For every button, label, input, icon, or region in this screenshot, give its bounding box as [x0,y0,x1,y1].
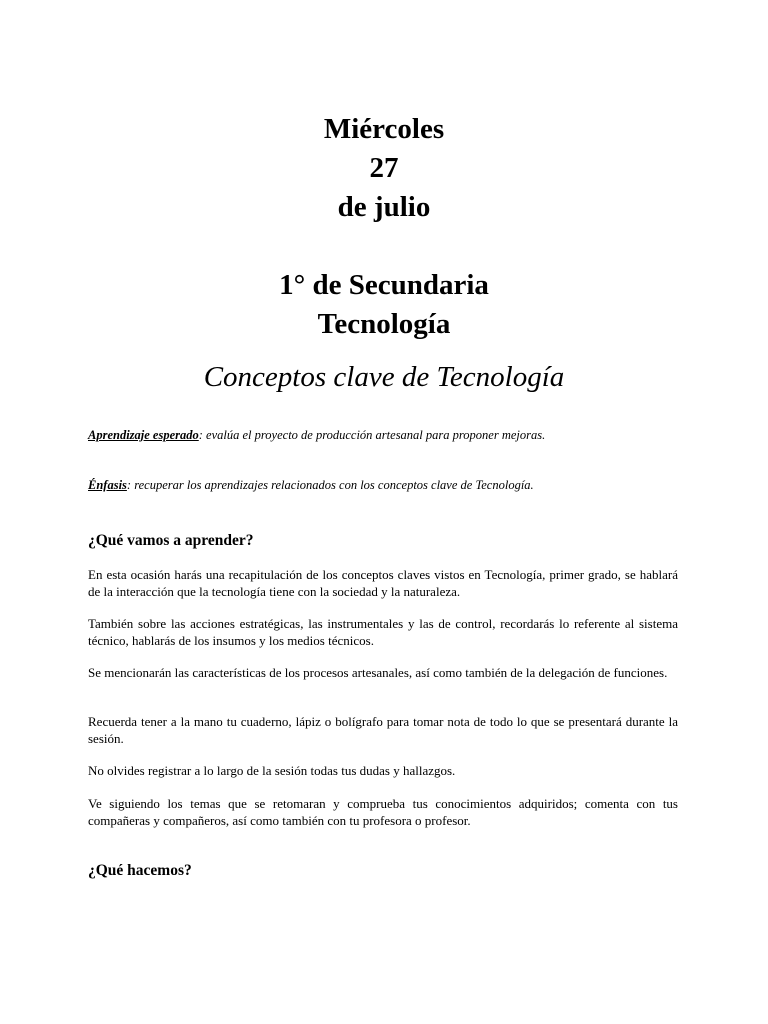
date-number: 27 [369,152,399,184]
paragraph: No olvides registrar a lo largo de la sesión todas tus dudas y hallazgos. [88,763,456,778]
learning-label: Aprendizaje esperado [88,428,199,442]
spacer [0,227,768,266]
section-heading-learn: ¿Qué vamos a aprender? [88,532,254,549]
learning-text: : evalúa el proyecto de producción artesanal para proponer mejoras. [198,428,546,442]
grade-title: 1° de Secundaria [279,269,489,301]
title-block [0,110,768,344]
emphasis [88,477,688,493]
topic-subtitle: Conceptos clave de Tecnología [203,361,565,393]
emphasis-label: Énfasis [88,478,127,492]
day-title: Miércoles [323,113,445,145]
paragraph: Ve siguiendo los temas que se retomaran y comprueba tus conocimientos adquiridos; comenta con tus compañeras y compañeros, así como también con tu profesora o profesor. [88,796,678,828]
section-heading-do: ¿Qué hacemos? [88,862,192,879]
emphasis-text: : recuperar los aprendizajes relacionados con los conceptos clave de Tecnología. [126,478,534,492]
paragraph: También sobre las acciones estratégicas, las instrumentales y las de control, recordarás lo referente al sistema técnico, hablarás de los insumos y los medios técnicos. [88,616,678,648]
learning-expected [88,427,558,443]
paragraph: En esta ocasión harás una recapitulación de los conceptos claves vistos en Tecnología, primer grado, se hablará de la interacción que la tecnología tiene con la sociedad y la naturaleza. [88,567,678,599]
paragraph: Se mencionarán las características de los procesos artesanales, así como también de la delegación de funciones. [88,665,668,680]
subject-title: Tecnología [317,308,451,340]
month-title: de julio [337,191,431,223]
paragraph: Recuerda tener a la mano tu cuaderno, lápiz o bolígrafo para tomar nota de todo lo que se presentará durante la sesión. [88,714,678,746]
